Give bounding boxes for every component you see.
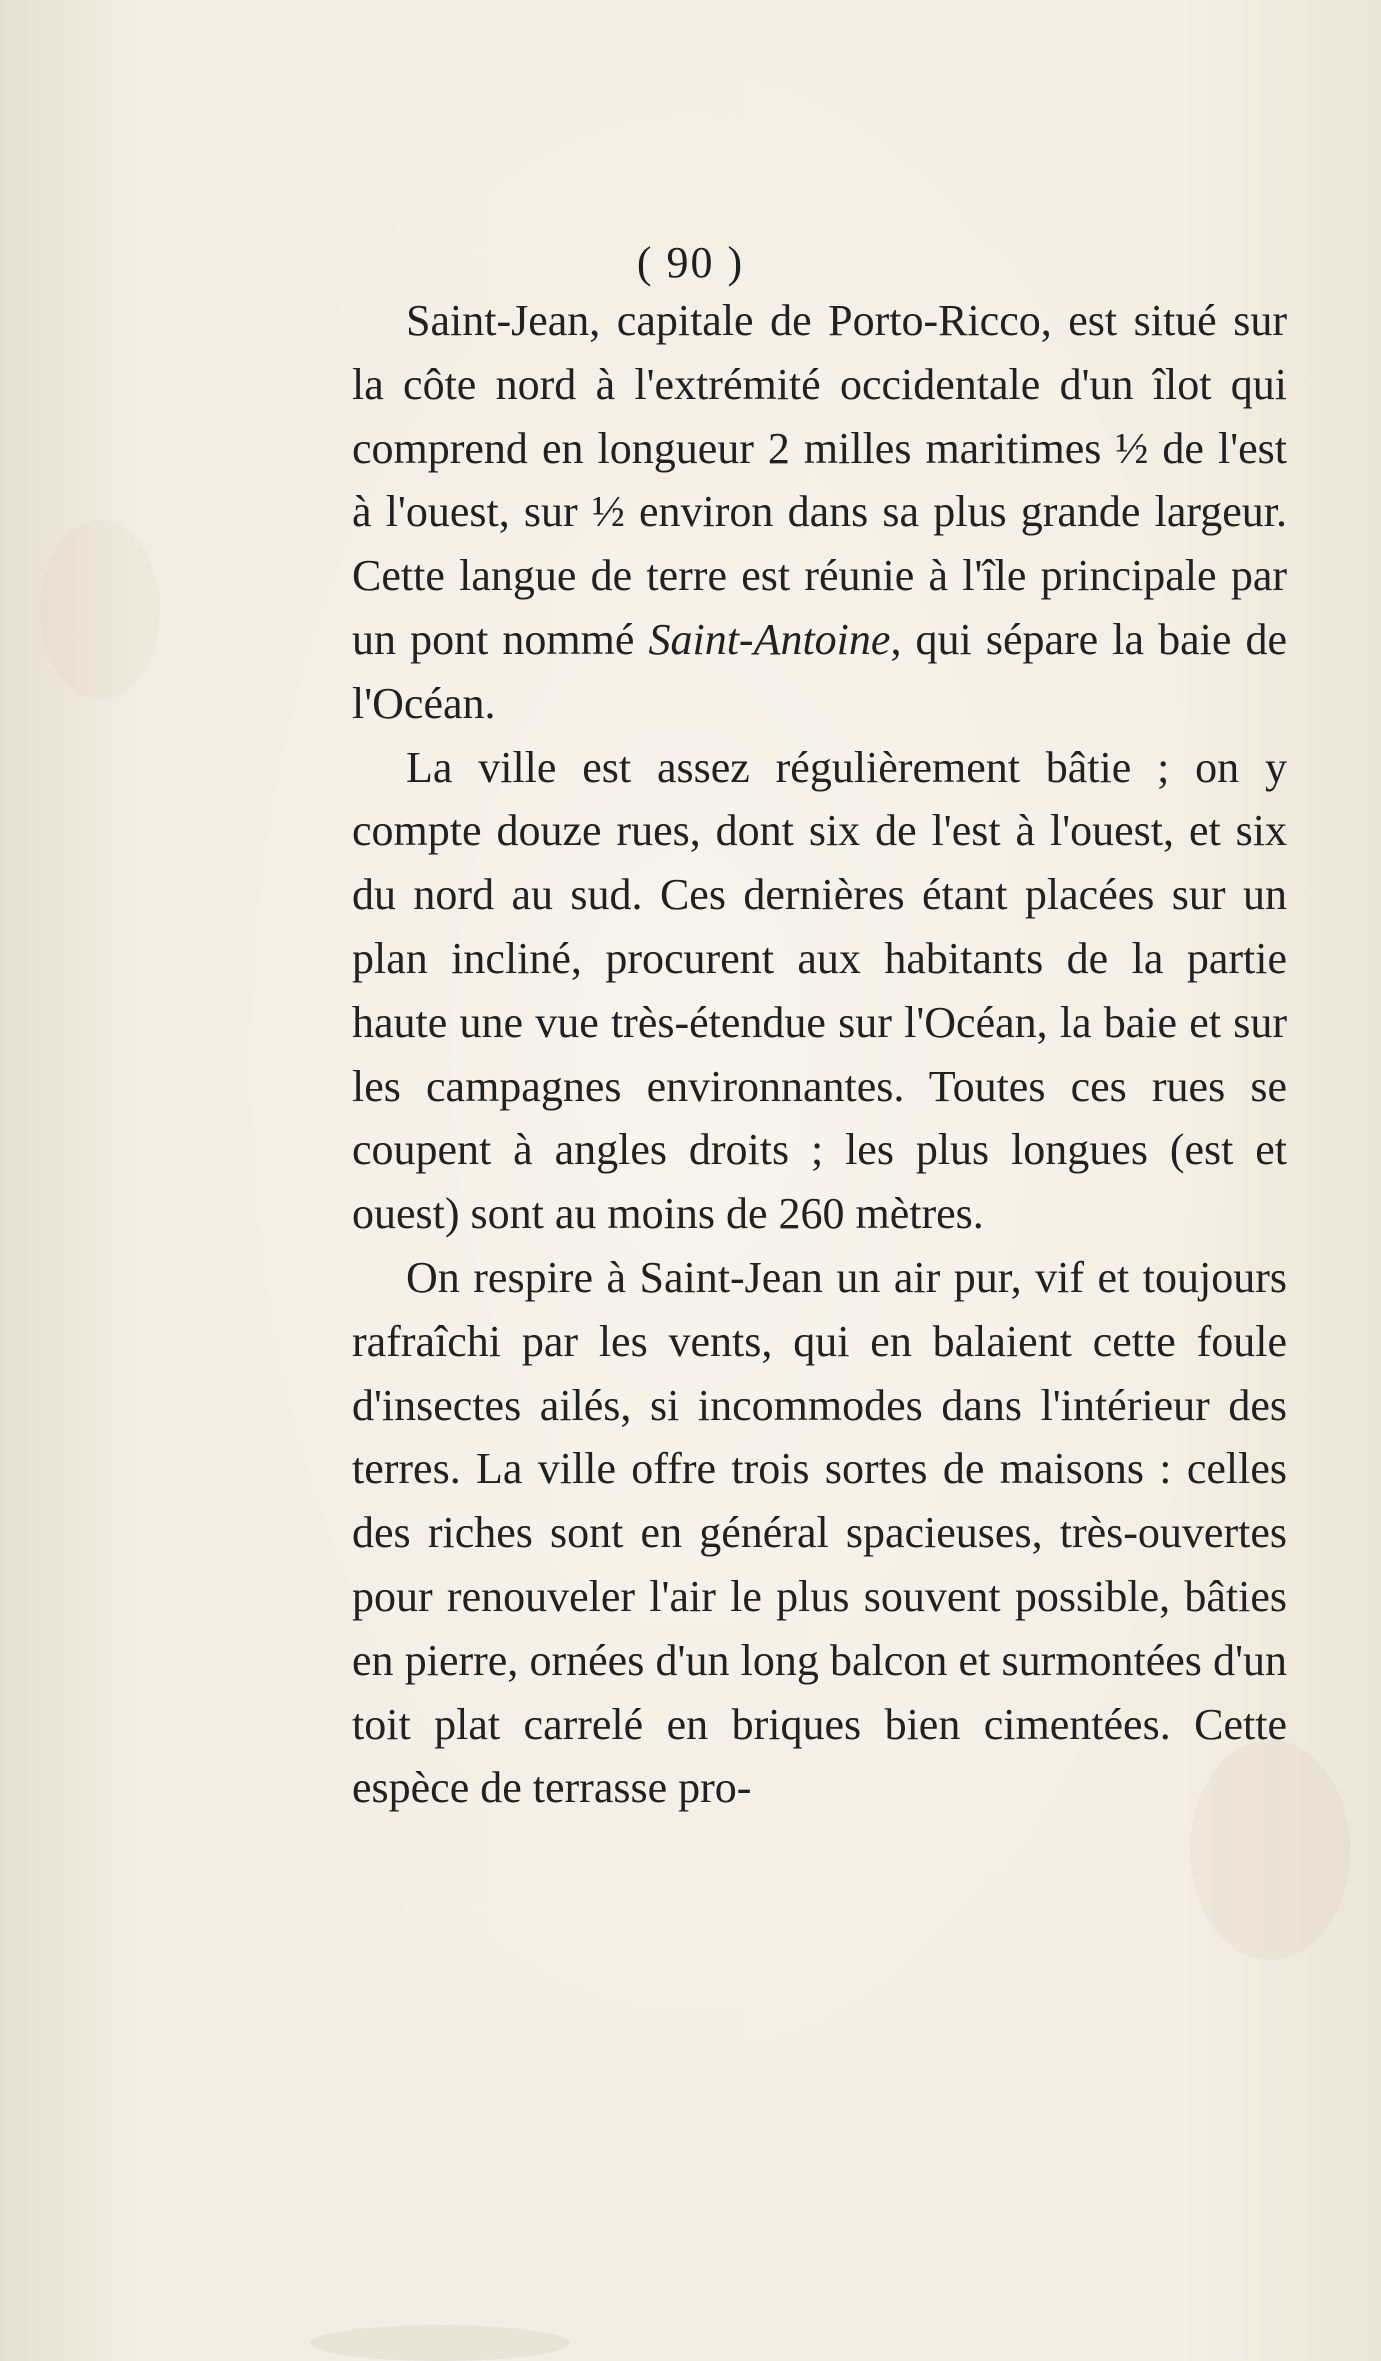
paper-stain [310,2325,570,2361]
paragraph-1-text-end: , qui sépare la baie de l'Océan. [352,614,1288,728]
paragraph-1-text-start: Saint-Jean, capitale de Porto-Ricco, est situé sur la côte nord à l'extrémité occidentale d'un îlot qui comprend en longueur 2 milles maritimes ½ de l'est à l'ouest, sur ½ environ dans sa plus grande largeur. Cette langue de terre est réunie à l'île principale par un pont nommé [352,296,1287,664]
paragraph-2: La ville est assez régulièrement bâtie ; on y compte douze rues, dont six de l'est à l'ouest, et six du nord au sud. Ces dernières étant placées sur un plan incliné, procurent aux habitants de la partie haute une vue très-étendue sur l'Océan, la baie et sur les campagnes environnantes. Toutes ces rues se coupent à angles droits ; les plus longues (est et ouest) sont au moins de 260 mètres. [352,742,1287,1239]
paragraph-3: On respire à Saint-Jean un air pur, vif et toujours rafraîchi par les vents, qui en balaient cette foule d'insectes ailés, si incommodes dans l'intérieur des terres. La ville offre trois sortes de maisons : celles des riches sont en général spacieuses, très-ouvertes pour renouveler l'air le plus souvent possible, bâties en pierre, ornées d'un long balcon et surmontées d'un toit plat carrelé en briques bien cimentées. Cette espèce de terrasse pro- [352,1252,1287,1813]
body-text [352,289,1287,1820]
paper-stain [40,520,160,700]
bridge-name: Saint-Antoine [648,614,891,664]
paragraph-1 [352,289,1287,736]
page-number: ( 90 ) [636,238,745,287]
